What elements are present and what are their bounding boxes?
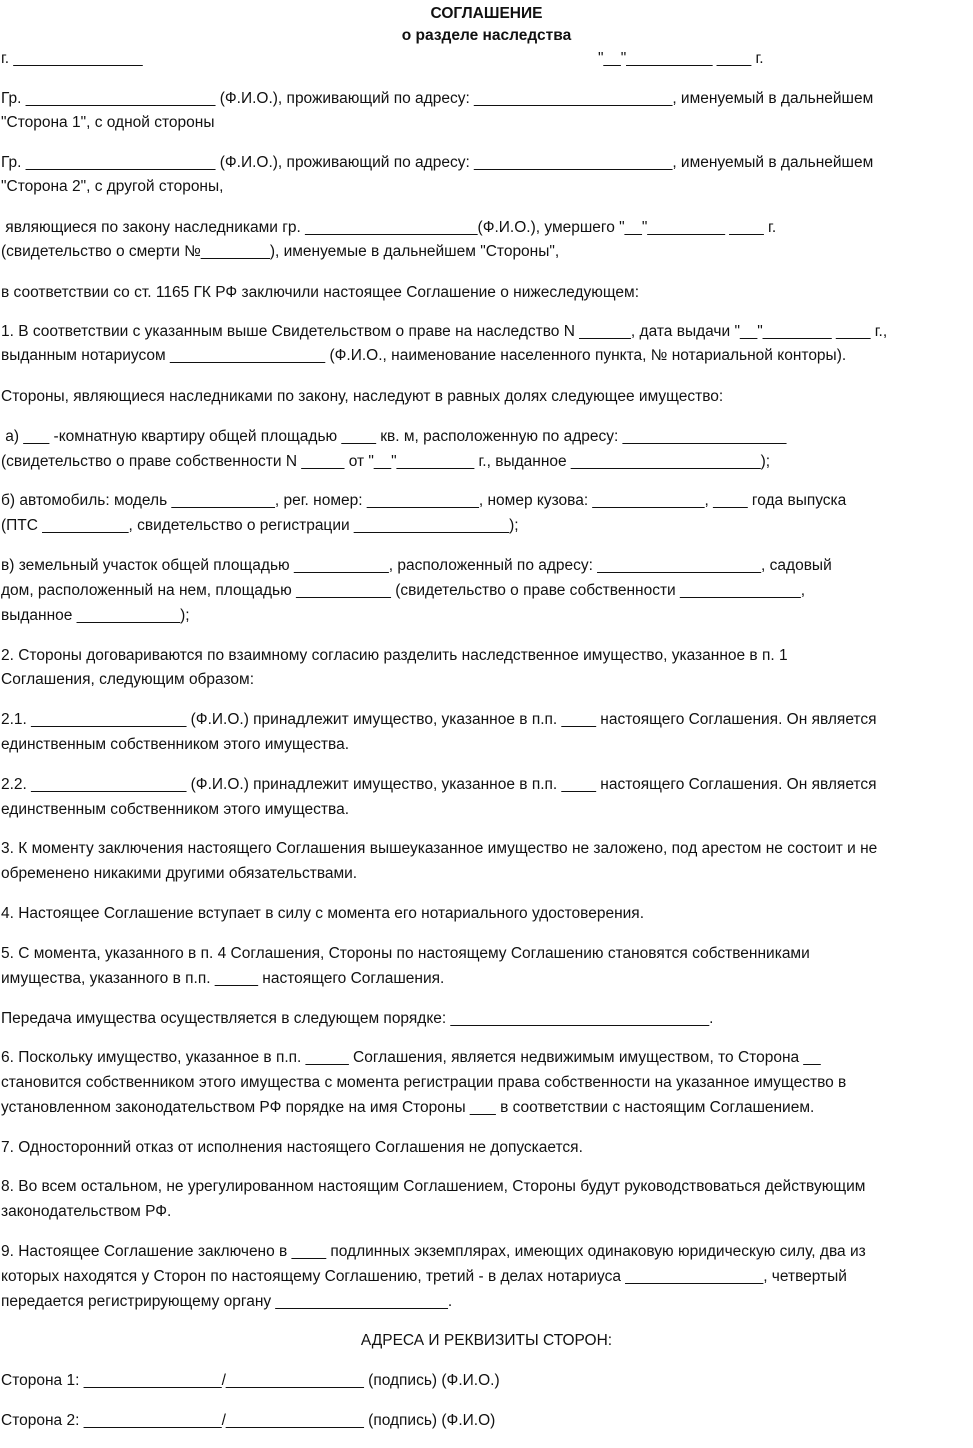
item-c-line-1: в) земельный участок общей площадью ___________, расположенный по адресу: ___________________, садовый — [1, 557, 832, 574]
clause-1-line-1: 1. В соответствии с указанным выше Свидетельством о праве на наследство N ______, дата выдачи "__"________ ____ г., — [1, 323, 888, 340]
clause-4: 4. Настоящее Соглашение вступает в силу с момента его нотариального удостоверения. — [1, 905, 645, 922]
clause-5-line-2: имущества, указанного в п.п. _____ настоящего Соглашения. — [1, 970, 445, 987]
clause-2-line-2: Соглашения, следующим образом: — [1, 671, 255, 688]
clause-2-1-line-1: 2.1. __________________ (Ф.И.О.) принадлежит имущество, указанное в п.п. ____ настоящего Соглашения. Он является — [1, 711, 877, 728]
item-c-line-2: дом, расположенный на нем, площадью ___________ (свидетельство о праве собственности ______________, — [1, 582, 806, 599]
clause-2-line-1: 2. Стороны договариваются по взаимному согласию разделить наследственное имущество, указанное в п. 1 — [1, 647, 788, 664]
clause-3-line-1: 3. К моменту заключения настоящего Соглашения вышеуказанное имущество не заложено, под арестом не состоит и не — [1, 840, 878, 857]
requisites-heading: АДРЕСА И РЕКВИЗИТЫ СТОРОН: — [360, 1332, 613, 1349]
heirs-line-1: являющиеся по закону наследниками гр. ____________________(Ф.И.О.), умершего "__"_________ ____ г. — [1, 219, 777, 236]
header-place: г. _______________ — [1, 50, 143, 67]
party-2-line-1: Гр. ______________________ (Ф.И.О.), проживающий по адресу: _______________________, именуемый в дальнейшем — [1, 154, 874, 171]
clause-6-line-1: 6. Поскольку имущество, указанное в п.п. _____ Соглашения, является недвижимым имуществом, то Сторона __ — [1, 1049, 821, 1066]
clause-8-line-1: 8. Во всем остальном, не урегулированном настоящим Соглашением, Стороны будут руководствоваться действующим — [1, 1178, 866, 1195]
heirs-line-2: (свидетельство о смерти №________), именуемые в дальнейшем "Стороны", — [1, 243, 560, 260]
clause-6-line-3: установленном законодательством РФ порядке на имя Стороны ___ в соответствии с настоящим Соглашением. — [1, 1099, 815, 1116]
item-b-line-2: (ПТС __________, свидетельство о регистрации __________________); — [1, 517, 519, 534]
clause-9-line-1: 9. Настоящее Соглашение заключено в ____ подлинных экземплярах, имеющих одинаковую юридическую силу, два из — [1, 1243, 866, 1260]
clause-8-line-2: законодательством РФ. — [1, 1203, 172, 1220]
clause-1-line-2: выданным нотариусом __________________ (Ф.И.О., наименование населенного пункта, № нотариальной конторы). — [1, 347, 847, 364]
clause-2-2-line-1: 2.2. __________________ (Ф.И.О.) принадлежит имущество, указанное в п.п. ____ настоящего Соглашения. Он является — [1, 776, 877, 793]
item-b-line-1: б) автомобиль: модель ____________, рег. номер: _____________, номер кузова: _____________, ____ года выпуска — [1, 492, 847, 509]
property-intro: Стороны, являющиеся наследниками по закону, наследуют в равных долях следующее имущество: — [1, 388, 724, 405]
preamble: в соответствии со ст. 1165 ГК РФ заключили настоящее Соглашение о нижеследующем: — [1, 284, 640, 301]
party-2-line-2: "Сторона 2", с другой стороны, — [1, 178, 224, 195]
header-date: "__"__________ ____ г. — [598, 50, 764, 67]
clause-9-line-3: передается регистрирующему органу ____________________. — [1, 1293, 453, 1310]
clause-9-line-2: которых находятся у Сторон по настоящему Соглашению, третий - в делах нотариуса ________________, четвертый — [1, 1268, 847, 1285]
item-c-line-3: выданное ____________); — [1, 607, 190, 624]
signature-party-1: Сторона 1: ________________/________________ (подпись) (Ф.И.О.) — [1, 1372, 500, 1389]
signature-party-2: Сторона 2: ________________/________________ (подпись) (Ф.И.О) — [1, 1412, 496, 1429]
document-subtitle: о разделе наследства — [401, 27, 572, 44]
clause-3-line-2: обременено никакими другими обязательствами. — [1, 865, 358, 882]
clause-2-1-line-2: единственным собственником этого имущества. — [1, 736, 350, 753]
item-a-line-2: (свидетельство о праве собственности N _____ от "__"_________ г., выданное ______________________); — [1, 453, 771, 470]
party-1-line-2: "Сторона 1", с одной стороны — [1, 114, 215, 131]
item-a-line-1: а) ___ -комнатную квартиру общей площадью ____ кв. м, расположенную по адресу: ___________________ — [1, 428, 787, 445]
clause-6-line-2: становится собственником этого имущества с момента регистрации права собственности на указанное имущество в — [1, 1074, 847, 1091]
clause-2-2-line-2: единственным собственником этого имущества. — [1, 801, 350, 818]
document-title: СОГЛАШЕНИЕ — [430, 5, 543, 22]
party-1-line-1: Гр. ______________________ (Ф.И.О.), проживающий по адресу: _______________________, именуемый в дальнейшем — [1, 90, 874, 107]
transfer-order: Передача имущества осуществляется в следующем порядке: ______________________________. — [1, 1010, 714, 1027]
clause-7: 7. Односторонний отказ от исполнения настоящего Соглашения не допускается. — [1, 1139, 583, 1156]
clause-5-line-1: 5. С момента, указанного в п. 4 Соглашения, Стороны по настоящему Соглашению становятся собственниками — [1, 945, 810, 962]
